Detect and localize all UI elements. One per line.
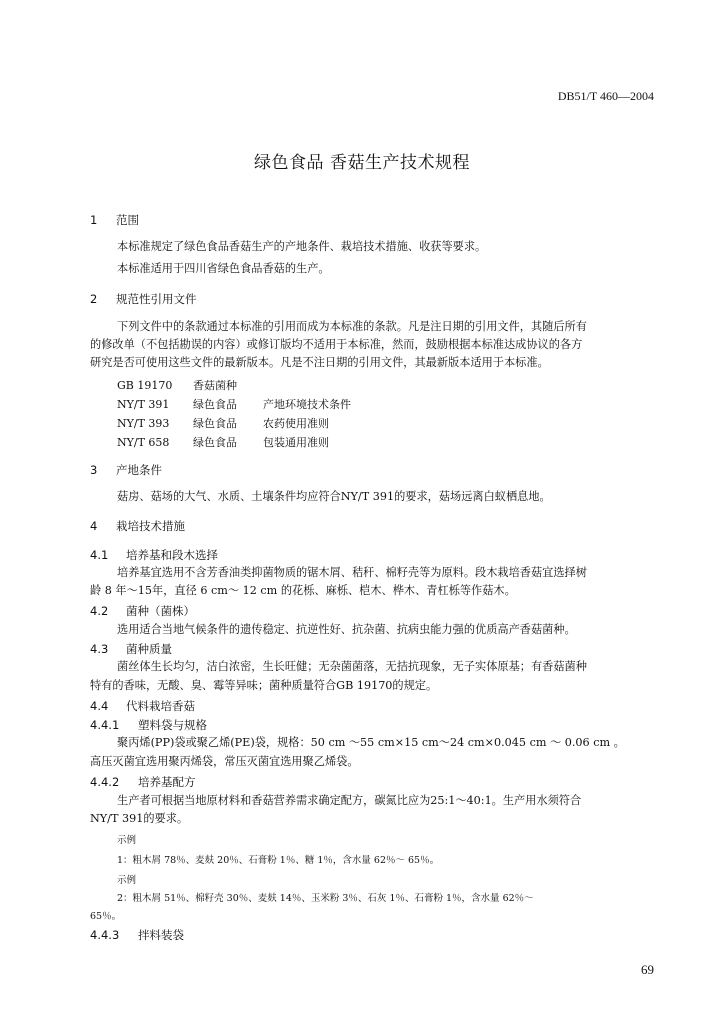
- section-number: 4.2: [90, 604, 109, 618]
- paragraph-line: 高压灭菌宜选用聚丙烯袋，常压灭菌宜选用聚乙烯袋。: [90, 755, 359, 768]
- section-title: 培养基和段木选择: [126, 548, 218, 562]
- standard-number: DB51/T 460—2004: [557, 89, 654, 103]
- reference-item: [117, 434, 329, 450]
- section-number: 4.4.1: [90, 718, 120, 732]
- document-title: 绿色食品 香菇生产技术规程: [254, 153, 470, 173]
- subsection-4-3-heading: [90, 641, 172, 657]
- reference-item: [117, 377, 263, 393]
- paragraph-line: 下列文件中的条款通过本标准的引用而成为本标准的条款。凡是注日期的引用文件，其随后所有: [117, 320, 587, 333]
- reference-title: 绿色食品: [193, 398, 237, 411]
- section-number: 4.4: [90, 699, 109, 713]
- paragraph-line: 选用适合当地气候条件的遗传稳定、抗逆性好、抗杂菌、抗病虫能力强的优质高产香菇菌种。: [117, 623, 576, 636]
- paragraph-line: 培养基宜选用不含芳香油类抑菌物质的锯木屑、秸秆、棉籽壳等为原料。段木栽培香菇宜选择树: [117, 566, 587, 579]
- subsection-4-4-heading: [90, 698, 195, 714]
- subsection-4-4-1-heading: [90, 717, 207, 733]
- section-title: 代料栽培香菇: [126, 699, 195, 713]
- section-3-heading: [90, 462, 162, 478]
- section-4-heading: [90, 518, 185, 534]
- section-number: 4.1: [90, 548, 109, 562]
- reference-code: NY/T 391: [117, 398, 170, 411]
- section-number: 3: [90, 463, 98, 477]
- section-title: 栽培技术措施: [116, 519, 185, 533]
- reference-code: NY/T 658: [117, 436, 170, 449]
- reference-item: [117, 415, 329, 431]
- reference-subtitle: 产地环境技术条件: [263, 398, 351, 411]
- paragraph: 本标准适用于四川省绿色食品香菇的生产。: [117, 262, 330, 275]
- paragraph-line: 聚丙烯(PP)袋或聚乙烯(PE)袋，规格：50 cm ～55 cm×15 cm～24 cm×0.045 cm ～ 0.06 cm 。: [117, 736, 625, 749]
- section-number: 4.4.3: [90, 928, 120, 942]
- page-number: 69: [641, 962, 654, 977]
- section-title: 规范性引用文件: [116, 292, 197, 306]
- subsection-4-1-heading: [90, 547, 218, 563]
- section-title: 菌种质量: [126, 642, 172, 656]
- paragraph-line: 菌丝体生长均匀，洁白浓密，生长旺健；无杂菌菌落，无拮抗现象，无子实体原基；有香菇菌种: [117, 660, 587, 673]
- example-label: 示例: [117, 835, 137, 846]
- paragraph-line: 的修改单（不包括勘误的内容）或修订版均不适用于本标准，然而，鼓励根据本标准达成协议的各方: [90, 338, 583, 351]
- section-number: 1: [90, 213, 98, 227]
- section-number: 4.4.2: [90, 775, 120, 789]
- reference-code: GB 19170: [117, 379, 173, 392]
- section-title: 拌料装袋: [138, 928, 184, 942]
- paragraph-line: 研究是否可使用这些文件的最新版本。凡是不注日期的引用文件，其最新版本适用于本标准。: [90, 356, 549, 369]
- paragraph-line: 生产者可根据当地原材料和香菇营养需求确定配方，碳氮比应为25:1～40:1。生产用水须符合: [117, 794, 582, 807]
- section-title: 培养基配方: [138, 775, 196, 789]
- paragraph-line: NY/T 391的要求。: [90, 812, 189, 825]
- subsection-4-4-2-heading: [90, 774, 196, 790]
- reference-item: [117, 396, 351, 412]
- section-1-heading: [90, 212, 139, 228]
- section-title: 菌种（菌株）: [126, 604, 195, 618]
- subsection-4-2-heading: [90, 603, 195, 619]
- paragraph: 本标准规定了绿色食品香菇生产的产地条件、栽培技术措施、收获等要求。: [117, 240, 487, 253]
- example-text: 1：粗木屑 78％、麦麸 20％、石膏粉 1％、糖 1％，含水量 62％～ 65％。: [117, 855, 440, 866]
- paragraph-line: 龄 8 年～15年，直径 6 cm～ 12 cm 的花栎、麻栎、桤木、桦木、青杠栎等作菇木。: [90, 584, 516, 597]
- reference-code: NY/T 393: [117, 417, 170, 430]
- reference-title: 香菇菌种: [193, 379, 237, 392]
- section-number: 2: [90, 292, 98, 306]
- paragraph: 菇房、菇场的大气、水质、土壤条件均应符合NY/T 391的要求，菇场远离白蚁栖息地。: [117, 490, 551, 503]
- example-text-line: 65％。: [90, 911, 122, 922]
- section-number: 4: [90, 519, 98, 533]
- section-title: 范围: [116, 213, 139, 227]
- reference-subtitle: 农药使用准则: [263, 417, 329, 430]
- subsection-4-4-3-heading: [90, 927, 184, 943]
- section-title: 产地条件: [116, 463, 162, 477]
- reference-subtitle: 包装通用准则: [263, 436, 329, 449]
- reference-title: 绿色食品: [193, 417, 237, 430]
- section-title: 塑料袋与规格: [138, 718, 207, 732]
- paragraph-line: 特有的香味，无酸、臭、霉等异味；菌种质量符合GB 19170的规定。: [90, 679, 438, 692]
- example-text-line: 2：粗木屑 51％、棉籽壳 30％、麦麸 14％、玉米粉 3％、石灰 1％、石膏粉 1％，含水量 62％～: [117, 893, 534, 904]
- reference-title: 绿色食品: [193, 436, 237, 449]
- example-label: 示例: [117, 875, 137, 886]
- section-2-heading: [90, 291, 197, 307]
- section-number: 4.3: [90, 642, 109, 656]
